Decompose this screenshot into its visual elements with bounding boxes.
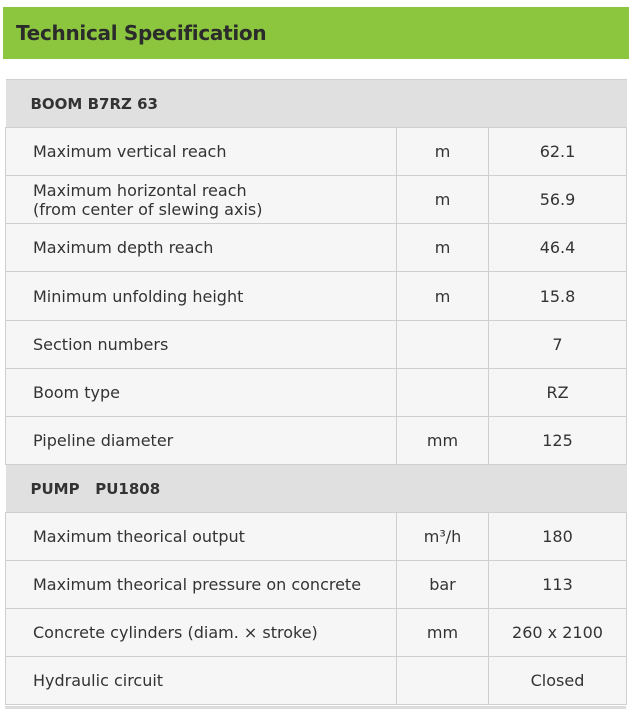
spec-label: Hydraulic circuit xyxy=(6,657,397,705)
spec-value: Closed xyxy=(489,657,627,705)
spec-label: Maximum depth reach xyxy=(6,224,397,272)
table-row xyxy=(6,176,627,224)
table-row xyxy=(6,321,627,369)
spec-label: Boom type xyxy=(6,369,397,417)
spec-value: 7 xyxy=(489,321,627,369)
spec-unit xyxy=(397,321,489,369)
table-row xyxy=(6,609,627,657)
spec-value: 180 xyxy=(489,513,627,561)
table-row xyxy=(6,224,627,272)
spec-unit: m xyxy=(397,224,489,272)
section-title-pump: PUMP PU1808 xyxy=(6,465,627,513)
spec-unit: bar xyxy=(397,561,489,609)
table-row xyxy=(6,417,627,465)
spec-value: 260 x 2100 xyxy=(489,609,627,657)
spec-label xyxy=(6,176,397,224)
spec-table xyxy=(5,79,627,705)
spec-label-line1: Maximum horizontal reach xyxy=(33,180,247,200)
spec-label: Maximum theorical output xyxy=(6,513,397,561)
spec-unit xyxy=(397,657,489,705)
spec-unit: mm xyxy=(397,609,489,657)
spec-unit: m³/h xyxy=(397,513,489,561)
spec-unit: mm xyxy=(397,417,489,465)
spec-label: Maximum theorical pressure on concrete xyxy=(6,561,397,609)
spec-value: 46.4 xyxy=(489,224,627,272)
spec-value: 113 xyxy=(489,561,627,609)
spec-label: Pipeline diameter xyxy=(6,417,397,465)
spec-value: 56.9 xyxy=(489,176,627,224)
spec-label: Concrete cylinders (diam. × stroke) xyxy=(6,609,397,657)
page-header xyxy=(3,7,629,59)
spec-label-line2: (from center of slewing axis) xyxy=(33,199,263,219)
section-header-pump xyxy=(6,465,627,513)
section-title-boom: BOOM B7RZ 63 xyxy=(6,80,627,128)
spec-unit xyxy=(397,369,489,417)
spec-value: 15.8 xyxy=(489,272,627,321)
spec-value: 62.1 xyxy=(489,128,627,176)
table-row xyxy=(6,128,627,176)
spec-value: 125 xyxy=(489,417,627,465)
spec-unit: m xyxy=(397,272,489,321)
table-row xyxy=(6,657,627,705)
spec-unit: m xyxy=(397,128,489,176)
table-row xyxy=(6,272,627,321)
spec-value: RZ xyxy=(489,369,627,417)
spec-label: Section numbers xyxy=(6,321,397,369)
spec-label: Maximum vertical reach xyxy=(6,128,397,176)
table-row xyxy=(6,561,627,609)
table-row xyxy=(6,369,627,417)
page-title: Technical Specification xyxy=(16,21,267,45)
section-header-boom xyxy=(6,80,627,128)
spec-label: Minimum unfolding height xyxy=(6,272,397,321)
table-row xyxy=(6,513,627,561)
spec-unit: m xyxy=(397,176,489,224)
